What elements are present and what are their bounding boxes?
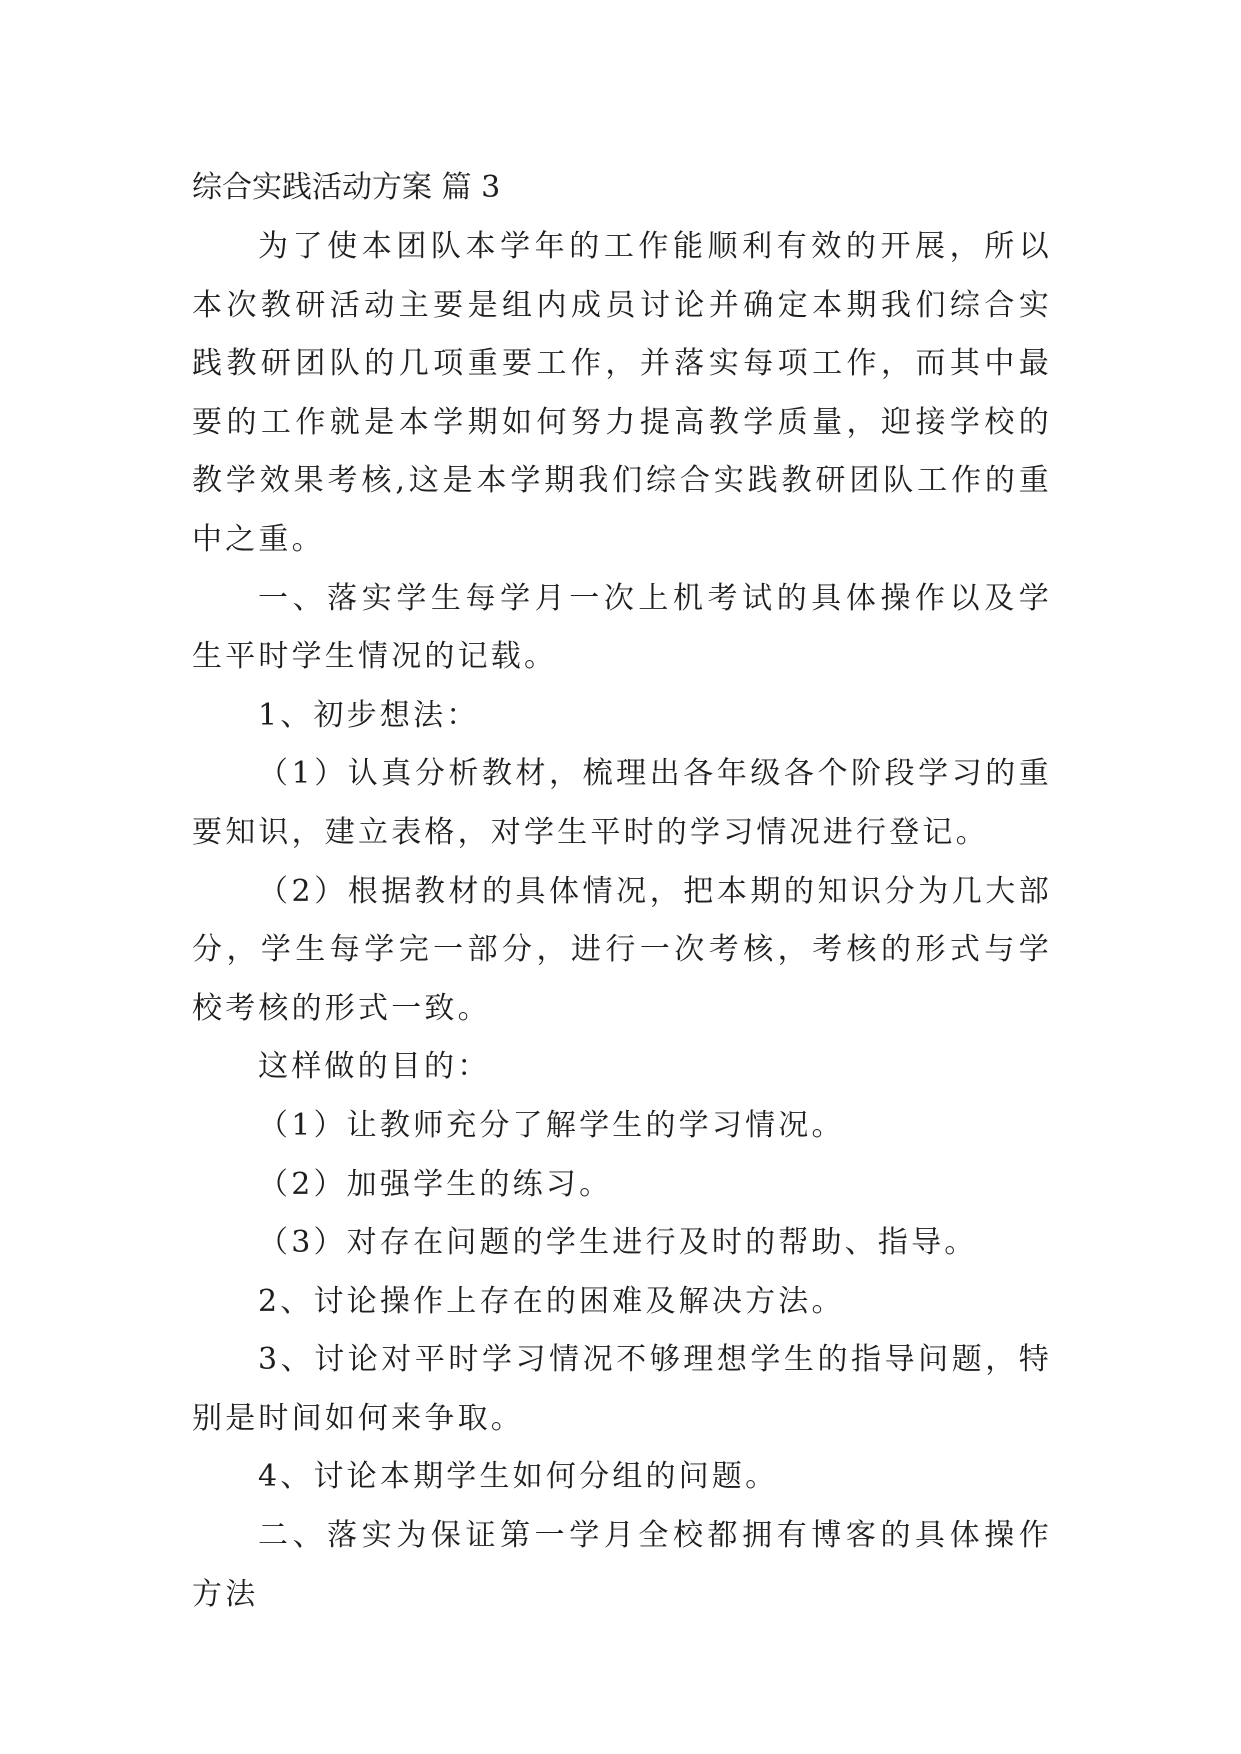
paragraph-item-3: 3、讨论对平时学习情况不够理想学生的指导问题，特别是时间如何来争取。 [192, 1342, 1052, 1436]
paragraph-item-4: 4、讨论本期学生如何分组的问题。 [258, 1459, 779, 1495]
paragraph-section-1: 一、落实学生每学月一次上机考试的具体操作以及学生平时学生情况的记载。 [192, 580, 1052, 675]
paragraph-item-2: 2、讨论操作上存在的困难及解决方法。 [258, 1283, 845, 1319]
paragraph-purpose-3: （3）对存在问题的学生进行及时的帮助、指导。 [258, 1225, 978, 1261]
paragraph-section-2: 二、落实为保证第一学月全校都拥有博客的具体操作方法 [192, 1518, 1052, 1612]
paragraph-purpose: 这样做的目的： [258, 1049, 491, 1085]
document-body [192, 158, 1052, 1624]
paragraph-idea-1: （1）认真分析教材，梳理出各年级各个阶段学习的重要知识，建立表格，对学生平时的学习情况进行登记。 [192, 756, 1052, 850]
paragraph-intro: 为了使本团队本学年的工作能顺利有效的开展，所以本次教研活动主要是组内成员讨论并确定本期我们综合实践教研团队的几项重要工作，并落实每项工作，而其中最要的工作就是本学期如何努力提高教学质量，迎接学校的教学效果考核,这是本学期我们综合实践教研团队工作的重中之重。 [192, 229, 1052, 557]
paragraph-idea-2: （2）根据教材的具体情况，把本期的知识分为几大部分，学生每学完一部分，进行一次考核，考核的形式与学校考核的形式一致。 [192, 873, 1052, 1026]
paragraph-purpose-2: （2）加强学生的练习。 [258, 1166, 613, 1202]
paragraph-purpose-1: （1）让教师充分了解学生的学习情况。 [258, 1107, 845, 1143]
paragraph-initial-idea: 1、初步想法： [258, 697, 480, 733]
document-title: 综合实践活动方案 篇 3 [192, 170, 501, 205]
